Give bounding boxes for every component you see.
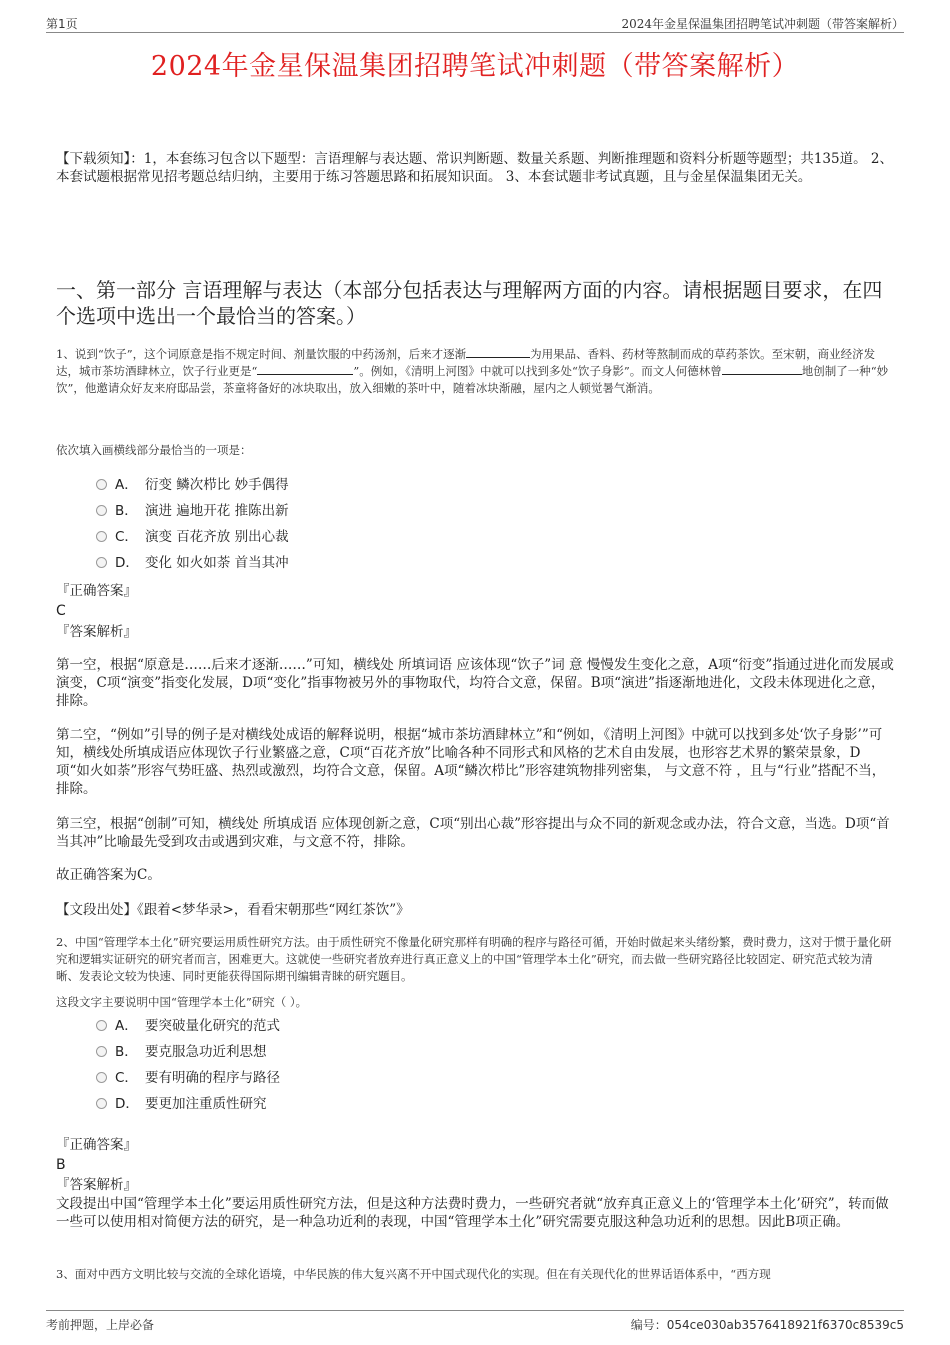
- radio-icon[interactable]: [96, 1072, 107, 1083]
- radio-icon[interactable]: [96, 531, 107, 542]
- q1-conclusion: 故正确答案为C。: [56, 867, 161, 883]
- q2-analysis: 文段提出中国“管理学本土化”要运用质性研究方法，但是这种方法费时费力，一些研究者就“放弃真正意义上的‘管理学本土化’研究”，转而做一些可以使用相对简便方法的研究，是一种急功近利的表现，中国“管理学本土化”研究需要克服这种急功近利的思想。因此B项正确。: [56, 1196, 889, 1230]
- radio-icon[interactable]: [96, 1020, 107, 1031]
- radio-icon[interactable]: [96, 557, 107, 568]
- q1-analysis-3: 第三空，根据“创制”可知，横线处 所填成语 应体现创新之意，C项“别出心裁”形容提出与众不同的新观念或办法，符合文意，当选。D项“首当其冲”比喻最先受到攻击或遇到灾难，与文意不符，排除。: [56, 816, 890, 850]
- q1-text-part1: 1、说到“饮子”，这个词原意是指不规定时间、剂量饮服的中药汤剂，后来才逐渐: [56, 347, 467, 361]
- q1-prompt: 依次填入画横线部分最恰当的一项是：: [56, 443, 252, 457]
- q1-blank-2: [257, 364, 353, 375]
- q2-option-d[interactable]: D． 要更加注重质性研究: [96, 1094, 267, 1114]
- q1-text-part4: 地创制了一种“妙饮”，他邀请众好友来府邸品尝，茶童将备好的冰块取出，放入细嫩的茶叶中，随着冰块渐融，屋内之人顿觉暑气渐消。: [56, 364, 889, 395]
- q1-source: 【文段出处】《跟着<梦华录>，看看宋朝那些“网红茶饮”》: [56, 902, 410, 918]
- page-header: [46, 12, 904, 33]
- q2-analysis-label: 『答案解析』: [56, 1177, 137, 1193]
- q1-answer-label: 『正确答案』: [56, 583, 137, 599]
- q2-answer: B: [56, 1157, 66, 1173]
- footer-serial: 编号：054ce030ab3576418921f6370c8539c5: [630, 1318, 904, 1332]
- q1-analysis-1: 第一空，根据“原意是……后来才逐渐……”可知，横线处 所填词语 应该体现“饮子”词 意 慢慢发生变化之意，A项“衍变”指通过进化而发展或演变，C项“演变”指变化发展，D项“变化”指事物被另外的事物取代，均符合文意，保留。B项“演进”指逐渐地进化，文段未体现进化之意，排除。: [56, 657, 894, 709]
- q1-analysis-2: 第二空，“例如”引导的例子是对横线处成语的解释说明，根据“城市茶坊酒肆林立”和“例如，《清明上河图》中就可以找到多处‘饮子身影’”可知，横线处所填成语应体现饮子行业繁盛之意，C项“百花齐放”比喻各种不同形式和风格的艺术自由发展，也形容艺术界的繁荣景象，D项“如火如荼”形容气势旺盛、热烈或激烈，均符合文意，保留。A项“鳞次栉比”形容建筑物排列密集， 与文意不符 ，且与“行业”搭配不当，排除。: [56, 727, 886, 797]
- radio-icon[interactable]: [96, 505, 107, 516]
- radio-icon[interactable]: [96, 479, 107, 490]
- q1-analysis-label: 『答案解析』: [56, 624, 137, 640]
- radio-icon[interactable]: [96, 1046, 107, 1057]
- question-3-stem: 3、面对中西方文明比较与交流的全球化语境，中华民族的伟大复兴离不开中国式现代化的实现。但在有关现代化的世界话语体系中，“西方现: [56, 1267, 771, 1281]
- q1-blank-3: [722, 364, 802, 375]
- q1-option-c[interactable]: C． 演变 百花齐放 别出心裁: [96, 527, 289, 547]
- q1-option-b[interactable]: B． 演进 遍地开花 推陈出新: [96, 501, 289, 521]
- radio-icon[interactable]: [96, 1098, 107, 1109]
- q1-answer: C: [56, 603, 66, 619]
- question-1-stem: [56, 346, 894, 397]
- page-title: 2024年金星保温集团招聘笔试冲刺题（带答案解析）: [150, 51, 800, 82]
- q1-text-part2: 为用果品、香料、药材等熬制而成的草药茶饮。至宋朝，商业经济发达，城市茶坊酒肆林立，饮子行业更是“: [56, 347, 876, 378]
- q1-blank-1: [466, 347, 530, 358]
- page-number: 第1页: [46, 17, 78, 31]
- page-footer: [46, 1310, 904, 1333]
- q1-option-d[interactable]: D． 变化 如火如荼 首当其冲: [96, 553, 289, 573]
- download-notice: 【下载须知】：1，本套练习包含以下题型：言语理解与表达题、常识判断题、数量关系题、判断推理题和资料分析题等题型；共135道。 2、本套试题根据常见招考题总结归纳，主要用于练习答题思路和拓展知识面。 3、本套试题非考试真题，且与金星保温集团无关。: [56, 151, 893, 185]
- section-heading: 一、第一部分 言语理解与表达（本部分包括表达与理解两方面的内容。请根据题目要求，在四个选项中选出一个最恰当的答案。）: [56, 278, 883, 328]
- question-2-stem: 2、中国“管理学本土化”研究要运用质性研究方法。由于质性研究不像量化研究那样有明确的程序与路径可循，开始时做起来头绪纷繁，费时费力，这对于惯于量化研究和逻辑实证研究的研究者而言，困难更大。这就使一些研究者放弃进行真正意义上的中国“管理学本土化”研究，而去做一些研究路径比较固定、研究范式较为清晰、发表论文较为快速、同时更能获得国际期刊编辑青睐的研究题目。: [56, 935, 892, 983]
- q2-answer-label: 『正确答案』: [56, 1137, 137, 1153]
- q2-prompt: 这段文字主要说明中国“管理学本土化”研究（ ）。: [56, 995, 308, 1009]
- q1-option-a[interactable]: A． 衍变 鳞次栉比 妙手偶得: [96, 475, 289, 495]
- q2-option-a[interactable]: A． 要突破量化研究的范式: [96, 1016, 280, 1036]
- q1-text-part3: ”。例如，《清明上河图》中就可以找到多处“饮子身影”。而文人何德林曾: [353, 364, 722, 378]
- footer-slogan: 考前押题，上岸必备: [46, 1318, 155, 1332]
- q2-option-b[interactable]: B． 要克服急功近利思想: [96, 1042, 267, 1062]
- q2-option-c[interactable]: C． 要有明确的程序与路径: [96, 1068, 280, 1088]
- header-doc-title: 2024年金星保温集团招聘笔试冲刺题（带答案解析）: [621, 17, 904, 31]
